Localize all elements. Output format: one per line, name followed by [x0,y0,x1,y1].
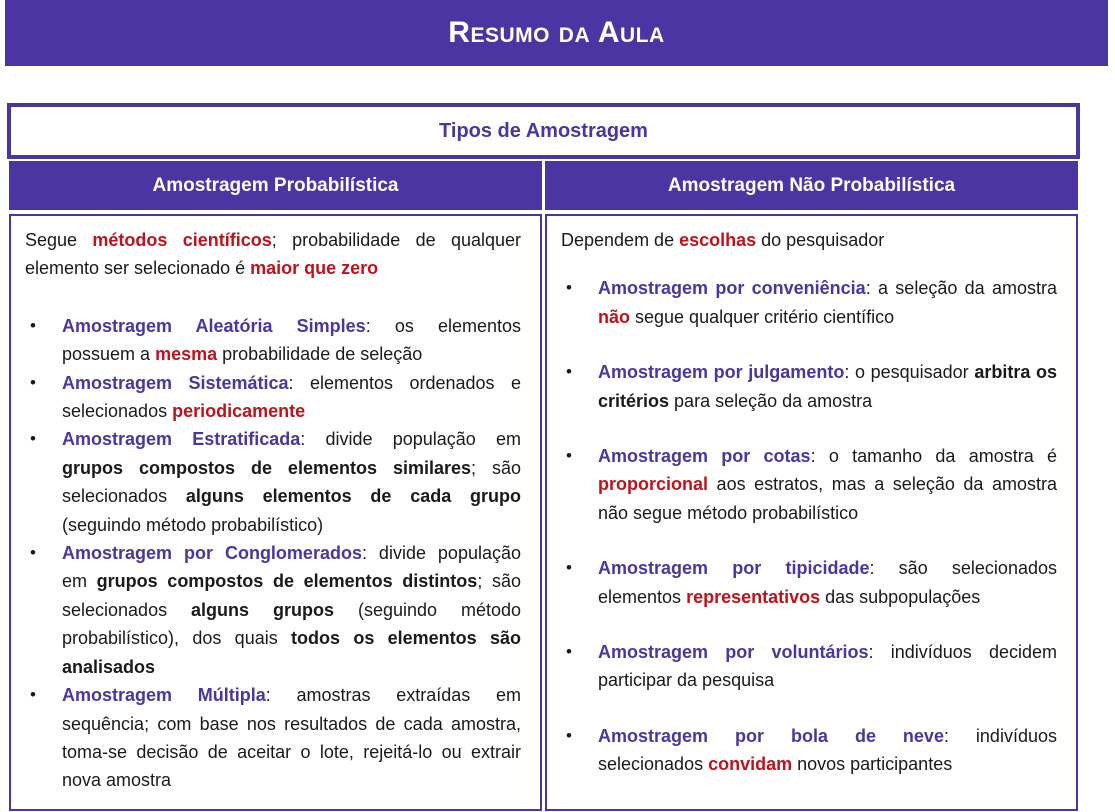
item-emphasis: todos os elementos são analisados [62,628,521,677]
intro-text: Segue [25,230,93,250]
list-item [561,554,1057,611]
item-text: aos estratos, mas a seleção da amostra não segue método probabilístico [598,474,1057,523]
item-highlight: não [598,306,631,327]
column-header-label: Amostragem Probabilística [152,174,399,196]
item-text: ; são selecionados [62,457,521,507]
intro-highlight: escolhas [679,230,757,250]
probabilistic-panel [9,214,542,811]
item-term: Amostragem por Conglomerados [62,543,362,564]
item-term: Amostragem por voluntários [598,642,869,663]
item-term: Amostragem Sistemática [62,372,289,393]
item-text: : os elementos possuem a [62,315,522,365]
item-highlight: convidam [708,754,793,775]
probabilistic-intro [25,226,521,283]
probabilistic-list [25,312,521,795]
bullet-icon: • [30,315,36,335]
item-emphasis: grupos compostos de elementos similares [62,457,471,478]
page-title: Resumo da Aula [448,16,665,49]
section-title-box [7,103,1080,159]
item-text: : indivíduos decidem participar da pesquisa [598,642,1058,691]
item-emphasis: grupos compostos de elementos distintos [96,571,478,592]
page-banner [5,0,1108,66]
bullet-icon: • [566,558,572,578]
list-item [25,369,521,426]
list-item [25,312,521,369]
item-term: Amostragem Estratificada [62,429,301,450]
list-item [561,638,1057,695]
item-emphasis: arbitra os critérios [598,362,1057,411]
bullet-icon: • [566,446,572,466]
intro-text: ; probabilidade de qualquer elemento ser selecionado é [25,230,522,279]
section-title: Tipos de Amostragem [439,119,648,142]
item-term: Amostragem por julgamento [598,362,845,383]
intro-highlight: métodos científicos [92,230,272,250]
list-item [561,358,1057,415]
intro-text: Dependem de [561,230,680,250]
list-item [561,442,1057,527]
item-text: : indivíduos selecionados [598,725,1057,775]
bullet-icon: • [30,429,36,449]
list-item [561,722,1057,779]
item-text: : divide população em [62,543,521,592]
item-highlight: proporcional [598,474,709,495]
bullet-icon: • [566,725,572,745]
column-header-non-probabilistic [545,161,1078,210]
item-text: ; são selecionados [62,571,521,620]
item-emphasis: alguns grupos [191,599,334,620]
list-item [25,425,521,539]
item-text: probabilidade de seleção [217,344,423,365]
list-item [25,539,521,681]
list-item [561,274,1057,331]
column-header-probabilistic [9,161,542,210]
intro-text: do pesquisador [756,230,885,250]
item-term: Amostragem Múltipla [62,685,266,706]
item-text: das subpopulações [820,586,981,607]
item-term: Amostragem por cotas [598,446,811,467]
bullet-icon: • [30,543,36,563]
column-header-label: Amostragem Não Probabilística [667,174,956,196]
item-text: segue qualquer critério científico [630,306,895,327]
item-text: : são selecionados elementos [598,558,1057,607]
item-highlight: periodicamente [172,401,306,422]
item-text: novos participantes [792,754,953,775]
item-term: Amostragem por conveniência [598,278,866,299]
item-highlight: mesma [155,344,218,365]
item-text: : divide população em [300,429,521,450]
item-text: : elementos ordenados e selecionados [62,372,521,422]
item-text: : o tamanho da amostra é [810,446,1057,467]
item-text: (seguindo método probabilístico) [62,514,324,535]
item-text: : o pesquisador [844,362,975,383]
bullet-icon: • [30,372,36,392]
item-text: : amostras extraídas em sequência; com base nos resultados de cada amostra, toma-se decisão de aceitar o lote, rejeitá-lo ou extrair nova amostra [62,685,521,791]
item-emphasis: alguns elementos de cada grupo [185,486,521,507]
list-item [25,681,521,795]
bullet-icon: • [566,362,572,382]
bullet-icon: • [30,685,36,705]
bullet-icon: • [566,278,572,298]
intro-highlight: maior que zero [250,258,379,279]
item-term: Amostragem por tipicidade [598,558,870,579]
non-probabilistic-list [561,274,1057,778]
bullet-icon: • [566,642,572,662]
item-text: (seguindo método probabilístico), dos quais [62,599,521,649]
item-term: Amostragem por bola de neve [598,725,944,746]
item-term: Amostragem Aleatória Simples [62,315,366,336]
non-probabilistic-panel [545,214,1078,811]
item-text: : a seleção da amostra [865,278,1057,299]
item-text: para seleção da amostra [669,390,873,411]
item-highlight: representativos [686,586,821,607]
non-probabilistic-intro [561,226,1057,254]
